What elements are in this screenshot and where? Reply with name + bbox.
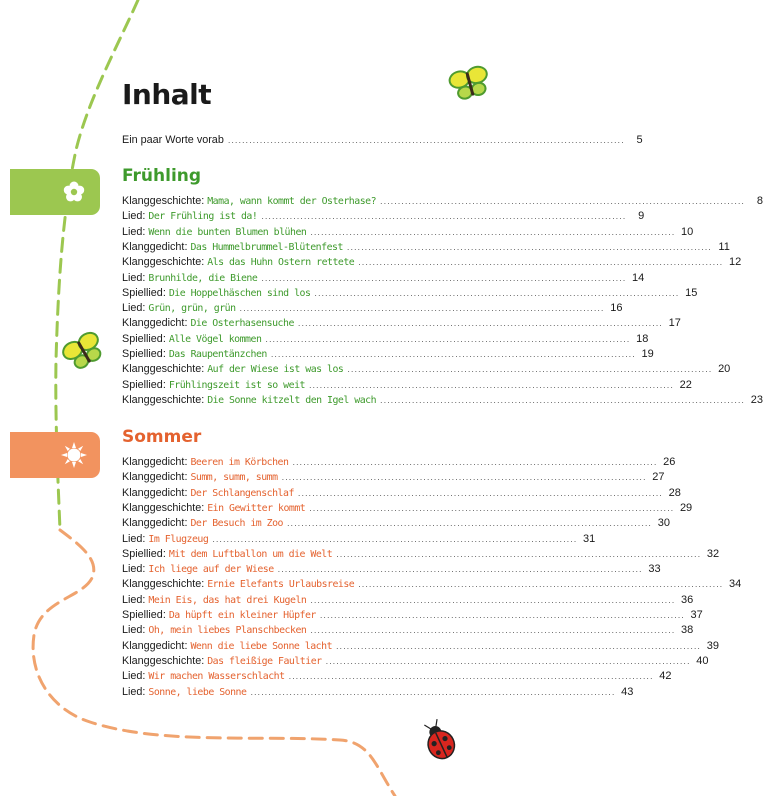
toc-entry-separator: : [142, 532, 146, 545]
toc-page-number: 20 [718, 363, 731, 376]
toc-page-number: 17 [668, 317, 681, 330]
section-heading-spring: Frühling [122, 166, 202, 186]
toc-entry[interactable] [122, 532, 596, 547]
toc-entry[interactable] [122, 639, 719, 654]
toc-entry-separator: : [162, 547, 166, 560]
toc-entry-separator: : [201, 363, 205, 376]
dot-leader: ....................................................................................................... [380, 197, 745, 206]
toc-page-number: 43 [621, 685, 634, 698]
toc-entry[interactable] [122, 255, 742, 270]
toc-page-number: 37 [690, 609, 703, 621]
toc-entry-title: Da hüpft ein kleiner Hüpfer [168, 610, 316, 621]
dot-leader: ....................................................................................................... [310, 595, 676, 605]
toc-page-number: 14 [632, 271, 645, 284]
toc-entry[interactable] [122, 362, 731, 377]
toc-entry-kind: Klanggedicht [122, 471, 185, 484]
toc-entry-separator: : [162, 378, 166, 391]
toc-entry-kind: Lied [122, 532, 143, 545]
toc-entry-title: Die Osterhasensuche [190, 318, 294, 330]
toc-entry-title: Das Raupentänzchen [168, 349, 267, 360]
toc-page-number: 22 [679, 378, 692, 391]
toc-entry-title: Sonne, liebe Sonne [148, 686, 247, 698]
toc-intro-text: Ein paar Worte vorab [122, 134, 224, 146]
toc-intro-row[interactable] [122, 133, 643, 148]
toc-page-number: 39 [706, 639, 719, 652]
flower-icon [60, 178, 88, 206]
toc-entry-separator: : [184, 471, 188, 484]
toc-page-number: 32 [706, 547, 720, 560]
dot-leader: ....................................................................................................... [292, 458, 658, 467]
section-heading-summer: Sommer [122, 427, 202, 447]
toc-entry-kind: Spiellied [122, 609, 163, 621]
dot-leader: ....................................................................................................... [358, 258, 724, 268]
toc-entry-kind: Spiellied [122, 332, 163, 345]
toc-entry-title: Ich liege auf der Wiese [148, 564, 274, 576]
toc-entry-separator: : [142, 624, 146, 637]
dot-leader: ....................................................................................................... [308, 380, 674, 390]
toc-entry-kind: Klanggeschichte [122, 501, 202, 514]
toc-page-number: 16 [610, 302, 623, 315]
toc-entry[interactable] [122, 608, 703, 623]
toc-entry-kind: Klanggedicht [122, 486, 185, 499]
toc-entry-kind: Lied [122, 624, 143, 637]
toc-entry[interactable] [122, 347, 654, 362]
toc-entry-title: Mein Eis, das hat drei Kugeln [148, 594, 307, 606]
toc-entry[interactable] [122, 393, 763, 408]
toc-entry-separator: : [201, 654, 205, 667]
toc-page-number: 38 [681, 624, 694, 637]
dot-leader: ....................................................................................................... [239, 304, 605, 314]
toc-entry-separator: : [201, 578, 205, 591]
toc-entry-separator: : [184, 486, 188, 499]
toc-page-number: 42 [659, 670, 672, 683]
toc-entry-separator: : [184, 639, 188, 652]
toc-entry-kind: Lied [122, 302, 143, 315]
toc-entry[interactable] [122, 470, 665, 485]
toc-page-number: 30 [657, 517, 670, 530]
toc-entry-separator: : [201, 256, 205, 269]
dot-leader: ....................................................................................................... [297, 319, 663, 329]
toc-entry-kind: Klanggeschichte [122, 578, 202, 591]
toc-entry-separator: : [142, 225, 146, 238]
toc-page-number: 8 [756, 195, 763, 207]
toc-entry[interactable] [122, 209, 645, 224]
toc-entry-kind: Klanggedicht [122, 456, 185, 468]
toc-entry-kind: Klanggedicht [122, 639, 185, 652]
toc-entry-title: Im Flugzeug [148, 533, 209, 545]
toc-entry-kind: Lied [122, 593, 143, 606]
toc-entry-kind: Klanggeschichte [122, 363, 202, 376]
toc-page-number: 28 [668, 486, 681, 499]
dot-leader: ....................................................................................................... [347, 365, 713, 375]
toc-entry-separator: : [201, 195, 205, 207]
toc-entry-title: Oh, mein liebes Planschbecken [148, 625, 307, 637]
toc-entry[interactable] [122, 486, 681, 501]
toc-page-number: 5 [636, 134, 643, 146]
toc-entry-kind: Spiellied [122, 547, 163, 560]
dot-leader: ....................................................................................................... [297, 488, 663, 498]
toc-entry-separator: : [142, 210, 146, 223]
toc-entry-separator: : [142, 670, 146, 683]
toc-entry-title: Alle Vögel kommen [168, 333, 262, 345]
toc-entry[interactable] [122, 240, 730, 255]
toc-page-number: 9 [638, 210, 645, 223]
toc-entry-kind: Klanggeschichte [122, 654, 202, 667]
dot-leader: ....................................................................................................... [336, 641, 701, 651]
dot-leader: ....................................................................................................... [250, 687, 616, 697]
toc-entry[interactable] [122, 316, 681, 331]
toc-page-number: 18 [636, 332, 649, 345]
toc-entry-title: Die Sonne kitzelt den Igel wach [207, 394, 377, 406]
dot-leader: ....................................................................................................... [314, 288, 680, 298]
toc-entry-title: Auf der Wiese ist was los [207, 364, 344, 376]
toc-entry-kind: Lied [122, 685, 143, 698]
dot-leader: ....................................................................................................... [277, 565, 643, 575]
toc-page-number: 31 [583, 532, 596, 545]
toc-entry[interactable] [122, 194, 763, 209]
toc-entry-title: Wenn die liebe Sonne lacht [190, 640, 333, 652]
toc-entry-title: Mit dem Luftballon um die Welt [168, 548, 333, 560]
toc-entry-title: Brunhilde, die Biene [148, 272, 258, 284]
toc-entry[interactable] [122, 654, 709, 669]
toc-entry-kind: Klanggeschichte [122, 195, 202, 207]
dot-leader: ....................................................................................................... [325, 656, 691, 666]
dot-leader: ....................................................................................................... [288, 672, 654, 682]
dot-leader: ....................................................................................................... [336, 549, 702, 559]
toc-entry-separator: : [184, 517, 188, 530]
toc-entry-title: Summ, summ, summ [190, 472, 278, 484]
toc-page-number: 19 [641, 348, 654, 360]
dot-leader: ....................................................................................................... [212, 534, 578, 544]
toc-entry[interactable] [122, 669, 672, 684]
ladybug-icon [419, 717, 459, 763]
toc-entry[interactable] [122, 271, 645, 286]
toc-entry-kind: Spiellied [122, 348, 163, 360]
toc-entry[interactable] [122, 623, 694, 638]
toc-entry-separator: : [162, 609, 166, 621]
dot-leader: ....................................................................................................... [346, 242, 712, 252]
toc-entry-title: Grün, grün, grün [148, 303, 236, 315]
toc-entry-kind: Klanggeschichte [122, 256, 202, 269]
toc-entry-title: Der Schlangenschlaf [190, 487, 294, 499]
toc-entry-separator: : [142, 302, 146, 315]
dot-leader: ....................................................................................................... [270, 350, 636, 359]
toc-entry-separator: : [142, 271, 146, 284]
toc-entry-title: Der Frühling ist da! [148, 211, 258, 223]
toc-entry-separator: : [142, 563, 146, 576]
toc-entry[interactable] [122, 225, 694, 240]
dot-leader: ....................................................................................................... [261, 212, 627, 222]
toc-page-number: 40 [696, 654, 709, 667]
toc-entry-kind: Lied [122, 271, 143, 284]
toc-page-number: 29 [679, 501, 693, 514]
toc-entry-separator: : [162, 286, 166, 299]
toc-page-number: 23 [750, 393, 763, 406]
toc-entry-separator: : [201, 501, 205, 514]
toc-entry-title: Die Hoppelhäschen sind los [168, 287, 311, 299]
toc-entry-separator: : [201, 393, 205, 406]
toc-entry-title: Frühlingszeit ist so weit [168, 379, 305, 391]
dot-leader: ....................................................................................................... [310, 626, 676, 636]
dot-leader: ....................................................................................................... [358, 580, 724, 590]
dot-leader: ....................................................................................................... [281, 473, 647, 483]
toc-entry[interactable] [122, 685, 634, 700]
toc-entry-separator: : [184, 317, 188, 330]
toc-entry-kind: Lied [122, 210, 143, 223]
section-tab-spring [10, 169, 100, 215]
toc-entry-kind: Klanggedicht [122, 317, 185, 330]
toc-page-number: 12 [728, 256, 742, 269]
dot-leader: ....................................................................................................... [261, 273, 627, 283]
toc-entry-title: Ernie Elefants Urlaubsreise [207, 579, 355, 591]
dot-leader: ....................................................................................................... [380, 395, 745, 405]
dot-leader: ....................................................................................................... [309, 503, 675, 513]
toc-entry-separator: : [142, 685, 146, 698]
toc-entry-kind: Lied [122, 225, 143, 238]
toc-entry-separator: : [184, 240, 188, 253]
toc-entry-title: Ein Gewitter kommt [207, 502, 306, 514]
toc-entry-kind: Spiellied [122, 378, 163, 391]
section-tab-summer [10, 432, 100, 478]
toc-page-number: 15 [685, 286, 698, 299]
toc-entry-separator: : [142, 593, 146, 606]
toc-entry[interactable] [122, 301, 623, 316]
toc-entry[interactable] [122, 378, 692, 393]
toc-entry-kind: Klanggedicht [122, 517, 185, 530]
toc-entry[interactable] [122, 593, 694, 608]
toc-entry-kind: Spiellied [122, 286, 163, 299]
toc-entry-kind: Klanggeschichte [122, 393, 202, 406]
toc-entry-kind: Klanggedicht [122, 240, 185, 253]
toc-page-number: 26 [663, 456, 676, 468]
toc-page-number: 11 [718, 240, 730, 253]
toc-entry-title: Beeren im Körbchen [190, 457, 289, 468]
dot-leader: ....................................................................................................... [265, 334, 631, 344]
dot-leader: ....................................................................................................... [287, 519, 652, 529]
butterfly-icon [448, 65, 492, 102]
toc-page-number: 34 [728, 578, 742, 591]
sun-icon [60, 441, 88, 469]
toc-entry-title: Als das Huhn Ostern rettete [207, 257, 355, 269]
page-title: Inhalt [122, 78, 212, 111]
dot-leader: ....................................................................................................... [319, 611, 685, 620]
toc-entry[interactable] [122, 516, 670, 531]
toc-entry-kind: Lied [122, 563, 143, 576]
toc-page-number: 33 [648, 563, 661, 576]
toc-entry-separator: : [184, 456, 188, 468]
toc-entry[interactable] [122, 332, 649, 347]
toc-entry-title: Wenn die bunten Blumen blühen [148, 226, 307, 238]
toc-entry[interactable] [122, 577, 742, 592]
toc-entry-title: Mama, wann kommt der Osterhase? [207, 196, 377, 207]
toc-page-number: 36 [681, 593, 694, 606]
toc-entry[interactable] [122, 562, 661, 577]
toc-entry[interactable] [122, 286, 698, 301]
toc-entry-kind: Lied [122, 670, 143, 683]
toc-entry-separator: : [162, 348, 166, 360]
toc-page-number: 10 [681, 225, 694, 238]
toc-entry[interactable] [122, 547, 720, 562]
toc-entry-title: Der Besuch im Zoo [190, 518, 284, 530]
toc-entry-title: Wir machen Wasserschlacht [148, 671, 285, 683]
toc-entry[interactable] [122, 455, 676, 470]
butterfly-icon [60, 330, 107, 373]
toc-entry-separator: : [162, 332, 166, 345]
dot-leader: ....................................................................................................... [310, 227, 676, 237]
dot-leader: ................................................................................................................ [227, 136, 625, 145]
toc-entry[interactable] [122, 501, 693, 516]
toc-entry-title: Das fleißige Faultier [207, 655, 322, 667]
toc-entry-title: Das Hummelbrummel-Blütenfest [190, 241, 343, 253]
toc-page-number: 27 [652, 471, 665, 484]
